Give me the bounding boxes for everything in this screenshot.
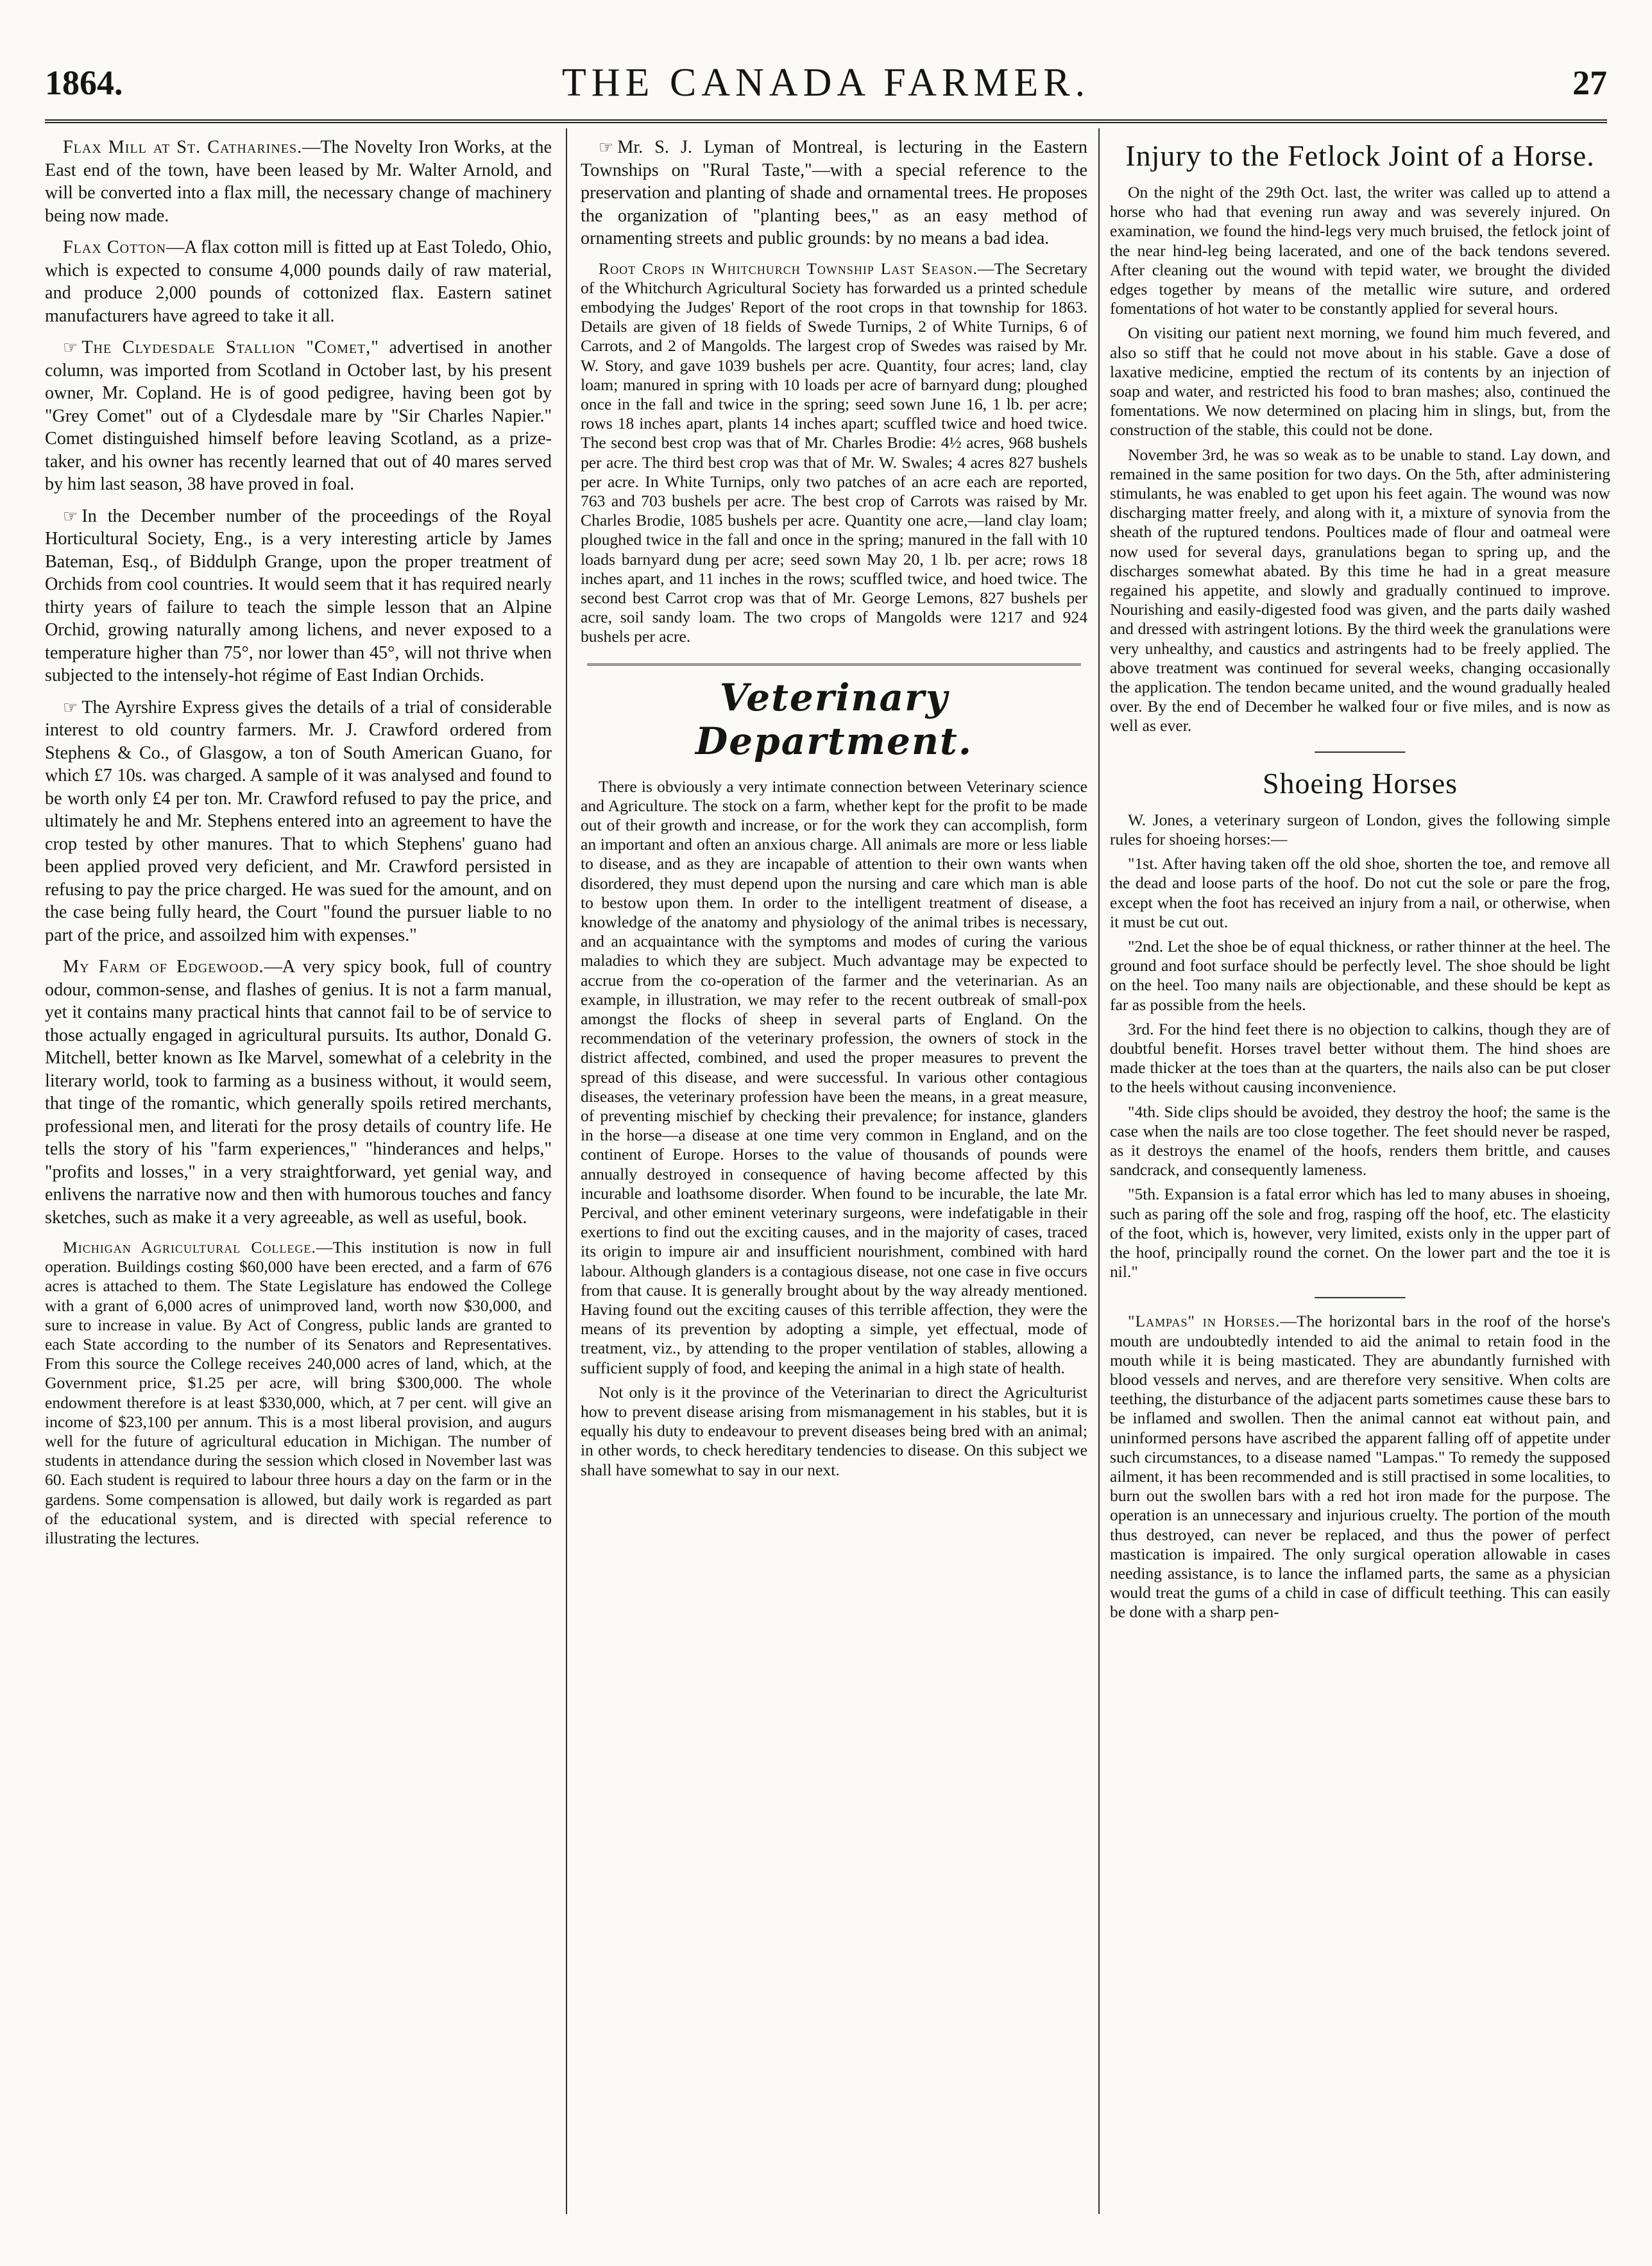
pointing-hand-icon: ☞ bbox=[63, 506, 78, 526]
news-item: Flax Cotton—A flax cotton mill is fitted up at East Toledo, Ohio, which is expected to consume 4,000 pounds daily of raw material, and produce 2,000 pounds of cottonized flax. Eastern satinet manufacturers have agreed to take it all. bbox=[45, 237, 552, 326]
page-header bbox=[45, 58, 1607, 123]
pointing-hand-icon: ☞ bbox=[63, 338, 78, 357]
news-item: ☞ In the December number of the proceedings of the Royal Horticultural Society, Eng., is a very interesting article by James Bateman, Esq., of Biddulph Grange, upon the proper treatment of Orchids from cool countries. It would seem that it has required nearly thirty years of failure to teach the simple lesson that an Alpine Orchid, growing naturally among lichens, and never exposed to a temperature higher than 75°, nor lower than 45°, will not thrive when subjected to the intensely-hot régime of East Indian Orchids. bbox=[45, 506, 552, 685]
section-divider bbox=[1315, 751, 1406, 753]
article-paragraph: "Lampas" in Horses.—The horizontal bars in the roof of the horse's mouth are undoubtedly intended to aid the animal to retain food in the mouth while it is being masticated. They are abundantly furnished with blood vessels and nerves, and are therefore very sensitive. When colts are teething, the disturbance of the adjacent parts sometimes cause these bars to be inflamed and swollen. Then the animal cannot eat without pain, and uninformed persons have ascribed the apparent falling off of appetite under such circumstances, to a disease named "Lampas." To remedy the supposed ailment, it has been recommended and is still practised in some localities, to burn out the swollen bars with a red hot iron made for the purpose. The operation is an unnecessary and injurious cruelty. The portion of the mouth thus destroyed, can never be replaced, and thus the power of perfect mastication is impaired. The only surgical operation allowable in cases needing assistance, is to lance the inflamed parts, the same as a physician would treat the gums of a child in case of difficult teething. This can easily be done with a sharp pen- bbox=[1110, 1312, 1610, 1622]
issue-year: 1864. bbox=[45, 64, 123, 102]
article-paragraph: There is obviously a very intimate connection between Veterinary science and Agriculture. The stock on a farm, whether kept for the profit to be made out of their growth and increase, or for the work they can accomplish, form an important and often an anxious charge. All animals are more or less liable to disease, and as they are incapable of attention to their own wants when disordered, they must depend upon the nursing and care which man is able to bestow upon them. In order to the intelligent treatment of disease, a knowledge of the anatomy and physiology of the animal tribes is necessary, and an acquaintance with the symptoms and modes of curing the various maladies to which they are subject. Much advantage may be expected to accrue from the co-operation of the farmer and the veterinarian. As an example, in illustration, we may refer to the recent outbreak of small-pox amongst the flocks of sheep in several parts of England. On the recommendation of the veterinary profession, the owners of stock in the district affected, combined, and used the proper measures to prevent the spread of this disease, and were successful. In various other contagious diseases, the veterinary profession have been the means, in a great measure, of preventing mischief by checking their prevalence; for instance, glanders in the horse—a disease at one time very common in England, and on the continent of Europe. Horses to the value of thousands of pounds were annually destroyed in consequence of having become affected by this incurable and loathsome disorder. When found to be incurable, the late Mr. Percival, and other eminent veterinary surgeons, were indefatigable in their exertions to find out the exciting causes, and in the majority of cases, traced its origin to impure air and insufficient nourishment, combined with hard labour. Although glanders is a contagious disease, not one case in five occurs from that cause. It is generally brought about by the way already mentioned. Having found out the exciting causes of this terrible affection, they were the means of its prevention by adopting a simple, yet effectual, mode of treatment, viz., by attending to the proper ventilation of stables, allowing a sufficient supply of food, and keeping the animal in a high state of health. bbox=[581, 777, 1087, 1377]
article-paragraph: 3rd. For the hind feet there is no objection to calkins, though they are of doubtful benefit. Horses travel better without them. The hind shoes are made thicker at the toes than at the quarters, the nails also can be put closer to the heels without causing inconvenience. bbox=[1110, 1019, 1610, 1097]
article-title: Shoeing Horses bbox=[1262, 766, 1458, 800]
column-rule bbox=[1098, 128, 1100, 2214]
news-item: Flax Mill at St. Catharines.—The Novelty Iron Works, at the East end of the town, have been leased by Mr. Walter Arnold, and will be converted into a flax mill, the necessary change of machinery being now made. bbox=[45, 137, 552, 226]
article-paragraph: W. Jones, a veterinary surgeon of London, gives the following simple rules for shoeing horses:— bbox=[1110, 810, 1610, 848]
article-paragraph: November 3rd, he was so weak as to be unable to stand. Lay down, and remained in the same position for two days. On the 5th, after administering stimulants, he was enabled to get upon his feet again. The wound was now discharging matter freely, and along with it, a mixture of synovia from the sheath of the ruptured tendons. Poultices made of flour and oatmeal were now used for several days, granulations began to spring up, and the discharges somewhat abated. By this time he had in a great measure regained his appetite, and slowly and gradually continued to improve. Nourishing and easily-digested food was given, and the parts daily washed and dressed with astringent lotions. By the third week the granulations were very unhealthy, and caustics and astringents had to be freely applied. The above treatment was continued for several weeks, changing occasionally the application. The tendon became united, and the wound gradually healed over. By the end of December he walked four or five miles, and is now as well as ever. bbox=[1110, 445, 1610, 735]
news-item: ☞ The Ayrshire Express gives the details of a trial of considerable interest to old country farmers. Mr. J. Crawford ordered from Stephens & Co., of Glasgow, a ton of South American Guano, for which £7 10s. was charged. A sample of it was analysed and found to be worth only £4 per ton. Mr. Crawford refused to pay the price, and ultimately he and Mr. Stephens entered into an agreement to have the crop tested by other manures. That to which Stephens' guano had been applied proved very deficient, and Mr. Crawford persisted in refusing to pay the price charged. He was sued for the amount, and on the case being fully heard, the Court "found the pursuer liable to no part of the price, and assoilzed him with expenses." bbox=[45, 697, 552, 945]
section-divider bbox=[1315, 1297, 1406, 1299]
article-paragraph: On the night of the 29th Oct. last, the writer was called up to attend a horse who had that evening run away and was severely injured. On examination, we found the hind-legs very much bruised, the fetlock joint of the near hind-leg being lacerated, and one of the back tendons severed. After cleaning out the wound with tepid water, we brought the divided edges together by means of the metallic wire suture, and ordered fomentations of hot water to be constantly applied for several hours. bbox=[1110, 183, 1610, 318]
article-paragraph: "4th. Side clips should be avoided, they destroy the hoof; the same is the case when the nails are too close together. The feet should never be rasped, as it destroys the enamel of the hoofs, renders them brittle, and causes sandcrack, and consequently lameness. bbox=[1110, 1102, 1610, 1180]
news-item: ☞ The Clydesdale Stallion "Comet," advertised in another column, was imported from Scotland in October last, by his present owner, Mr. Copland. He is of good pedigree, having been got by "Grey Comet" out of a Clydesdale mare by "Sir Charles Napier." Comet distinguished himself before leaving Scotland, as a prize-taker, and his owner has recently learned that out of 40 mares served by him last season, 38 have proved in foal. bbox=[45, 338, 552, 494]
article-paragraph: "2nd. Let the shoe be of equal thickness, or rather thinner at the heel. The ground and foot surface should be perfectly level. The shoe should be light on the heel. Too many nails are objectionable, and these should be kept as far as possible from the heels. bbox=[1110, 936, 1610, 1014]
column-rule bbox=[566, 128, 567, 2214]
page-number: 27 bbox=[1572, 64, 1607, 102]
article-paragraph: Not only is it the province of the Veterinarian to direct the Agriculturist how to prevent disease arising from mismanagement in his stables, but it is equally his duty to endeavour to prevent diseases being bred with an animal; in other words, to check hereditary tendencies to disease. On this subject we shall have somewhat to say in our next. bbox=[581, 1382, 1087, 1479]
department-heading: Veterinary Department. bbox=[695, 675, 973, 763]
article-paragraph: "5th. Expansion is a fatal error which has led to many abuses in shoeing, such as paring off the sole and frog, rasping off the hoof, etc. The elasticity of the foot, which is, however, very limited, exists only in the upper part of the hoof, principally round the cornet. On the lower part and the toe it is nil." bbox=[1110, 1185, 1610, 1282]
section-divider bbox=[587, 664, 1081, 665]
article-paragraph: "1st. After having taken off the old shoe, shorten the toe, and remove all the dead and loose parts of the hoof. Do not cut the sole or pare the frog, except when the foot has received an injury from a nail, or otherwise, when it must be cut out. bbox=[1110, 854, 1610, 931]
column-3 bbox=[1110, 136, 1610, 2209]
article-title: Injury to the Fetlock Joint of a Horse. bbox=[1125, 139, 1595, 172]
news-item: Michigan Agricultural College.—This institution is now in full operation. Buildings costing $60,000 have been erected, and a farm of 676 acres is attached to them. The State Legislature has endowed the College with a grant of 6,000 acres of unimproved land, worth now $30,000, and sure to increase in value. By Act of Congress, public lands are granted to each State according to the number of its Senators and Representatives. From this source the College receives 240,000 acres of land, which, at the Government price, $1.25 per acre, will bring $300,000. The whole endowment therefore is at least $330,000, which, at 7 per cent. will give an income of $23,100 per annum. This is a most liberal provision, and augurs well for the future of agricultural education in Michigan. The number of students in attendance during the session which closed in November last was 60. Each student is required to labour three hours a day on the farm or in the gardens. Some compensation is allowed, but daily work is regarded as part of the educational system, and is directed with special reference to illustrating the lectures. bbox=[45, 1238, 552, 1548]
newspaper-title: THE CANADA FARMER. bbox=[561, 61, 1091, 105]
news-item: ☞ Mr. S. J. Lyman of Montreal, is lecturing in the Eastern Townships on "Rural Taste,"—with a special reference to the preservation and planting of shade and ornamental trees. He proposes the organization of "planting bees," as an easy method of ornamenting streets and public grounds: by no means a bad idea. bbox=[581, 137, 1087, 248]
news-item: My Farm of Edgewood.—A very spicy book, full of country odour, common-sense, and flashes of genius. It is not a farm manual, yet it contains many practical hints that cannot fail to be of service to those actually engaged in agricultural pursuits. Its author, Donald G. Mitchell, better known as Ike Marvel, somewhat of a celebrity in the literary world, took to farming as a business without, it would seem, that tinge of the romantic, which generally spoils retired merchants, professional men, and literati for the prosy details of country life. He tells the story of his "farm experiences," "hinderances and helps," "profits and losses," in a very straightforward, yet genial way, and enlivens the narrative now and then with humorous touches and fancy sketches, such as make it a very agreeable, as well as useful, book. bbox=[45, 957, 552, 1228]
column-1 bbox=[45, 136, 552, 2209]
pointing-hand-icon: ☞ bbox=[63, 698, 78, 717]
article-paragraph: On visiting our patient next morning, we found him much fevered, and also so stiff that he could not move about in his stable. Gave a dose of laxative medicine, emptied the rectum of its contents by an injection of soap and water, and restricted his food to bran mashes; also, continued the fomentations. We now determined on placing him in slings, but, from the construction of the stable, this could not be done. bbox=[1110, 323, 1610, 440]
news-item: Root Crops in Whitchurch Township Last Season.—The Secretary of the Whitchurch Agricultural Society has forwarded us a printed schedule embodying the Judges' Report of the root crops in that township for 1863. Details are given of 18 fields of Swede Turnips, 2 of White Turnips, 6 of Carrots, and 2 of Mangolds. The largest crop of Swedes was raised by Mr. W. Story, and gave 1039 bushels per acre. Quantity, four acres; land, clay loam; manured in spring with 10 loads per acre of barnyard dung; ploughed once in the fall and twice in the spring; seed sown June 16, 1 lb. per acre; rows 18 inches apart, plants 14 inches apart; scuffled twice and hoed twice. The second best crop was that of Mr. Charles Brodie: 4½ acres, 968 bushels per acre. The third best crop was that of Mr. W. Swales; 4 acres 827 bushels per acre. In White Turnips, only two patches of an acre each are reported, 763 and 703 bushels per acre. The best crop of Carrots was raised by Mr. Charles Brodie, 1085 bushels per acre. Quantity one acre,—land clay loam; ploughed twice in the fall and once in the spring; manured in the fall with 10 loads barnyard dung per acre; seed sown May 20, 1 lb. per acre; rows 18 inches apart, and 11 inches in the rows; scuffled twice, and hoed twice. The second best Carrot crop was that of Mr. George Lemons, 827 bushels per acre, soil sandy loam. The two crops of Mangolds were 1217 and 924 bushels per acre. bbox=[581, 259, 1087, 646]
column-2 bbox=[581, 136, 1087, 2209]
pointing-hand-icon: ☞ bbox=[599, 138, 614, 157]
